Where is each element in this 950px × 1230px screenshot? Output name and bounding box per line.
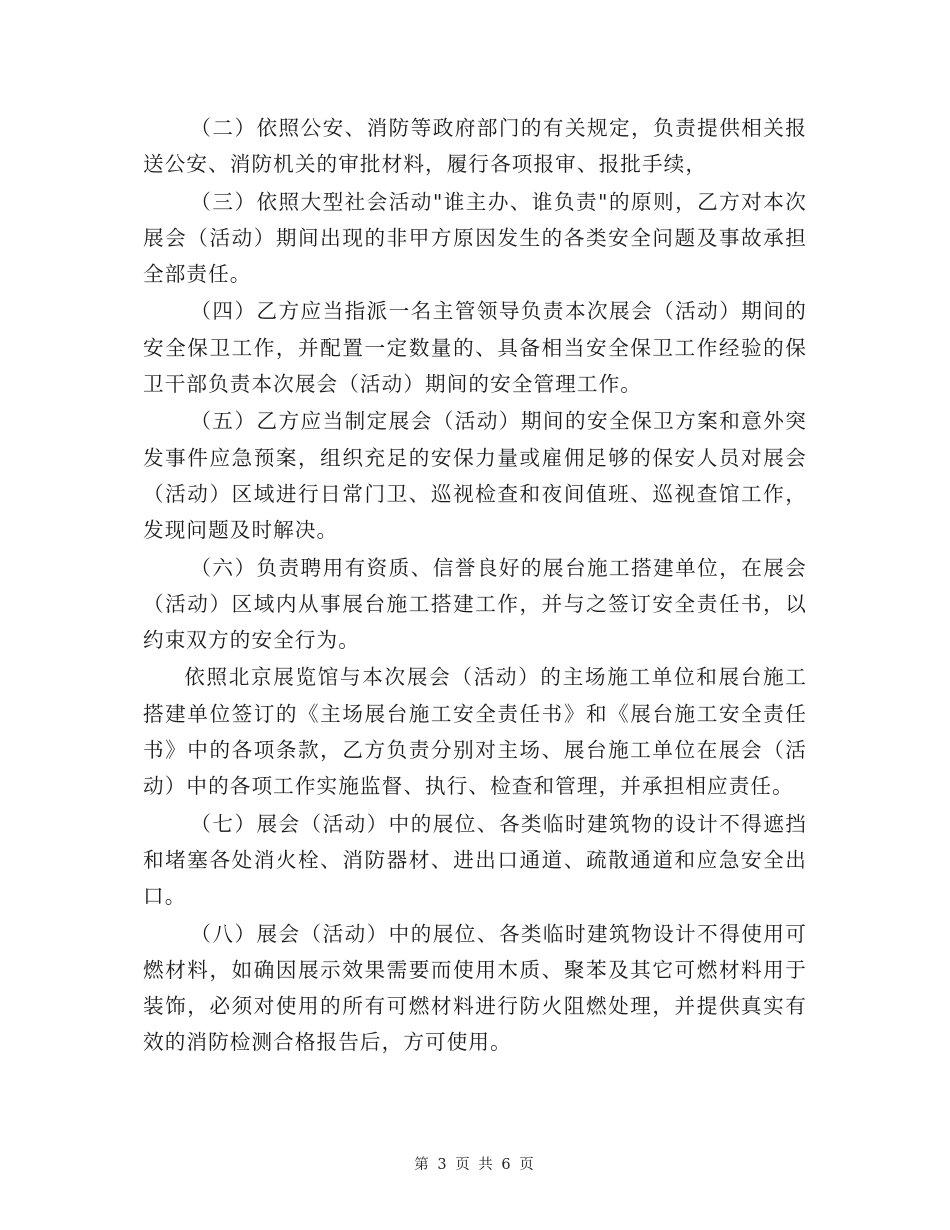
paragraph-7: （七）展会（活动）中的展位、各类临时建筑物的设计不得遮挡和堵塞各处消火栓、消防器材、进出口通道、疏散通道和应急安全出口。 <box>143 811 807 909</box>
paragraph-8: （八）展会（活动）中的展位、各类临时建筑物设计不得使用可燃材料，如确因展示效果需要而使用木质、聚苯及其它可燃材料用于装饰，必须对使用的所有可燃材料进行防火阻燃处理，并提供真实有效的消防检测合格报告后，方可使用。 <box>143 921 807 1055</box>
paragraph-4: （四）乙方应当指派一名主管领导负责本次展会（活动）期间的安全保卫工作，并配置一定数量的、具备相当安全保卫工作经验的保卫干部负责本次展会（活动）期间的安全管理工作。 <box>143 299 807 397</box>
document-body <box>143 110 807 1062</box>
page-number-footer: 第 3 页 共 6 页 <box>414 1157 536 1173</box>
paragraph-2: （二）依照公安、消防等政府部门的有关规定，负责提供相关报送公安、消防机关的审批材料，履行各项报审、报批手续， <box>143 116 807 177</box>
paragraph-3: （三）依照大型社会活动"谁主办、谁负责"的原则，乙方对本次展会（活动）期间出现的非甲方原因发生的各类安全问题及事故承担全部责任。 <box>143 189 807 287</box>
paragraph-reference: 依照北京展览馆与本次展会（活动）的主场施工单位和展台施工搭建单位签订的《主场展台施工安全责任书》和《展台施工安全责任书》中的各项条款，乙方负责分别对主场、展台施工单位在展会（活动）中的各项工作实施监督、执行、检查和管理，并承担相应责任。 <box>143 665 807 799</box>
paragraph-5: （五）乙方应当制定展会（活动）期间的安全保卫方案和意外突发事件应急预案，组织充足的安保力量或雇佣足够的保安人员对展会（活动）区域进行日常门卫、巡视检查和夜间值班、巡视查馆工作，发现问题及时解决。 <box>143 409 807 543</box>
paragraph-6: （六）负责聘用有资质、信誉良好的展台施工搭建单位，在展会（活动）区域内从事展台施工搭建工作，并与之签订安全责任书，以约束双方的安全行为。 <box>143 555 807 653</box>
